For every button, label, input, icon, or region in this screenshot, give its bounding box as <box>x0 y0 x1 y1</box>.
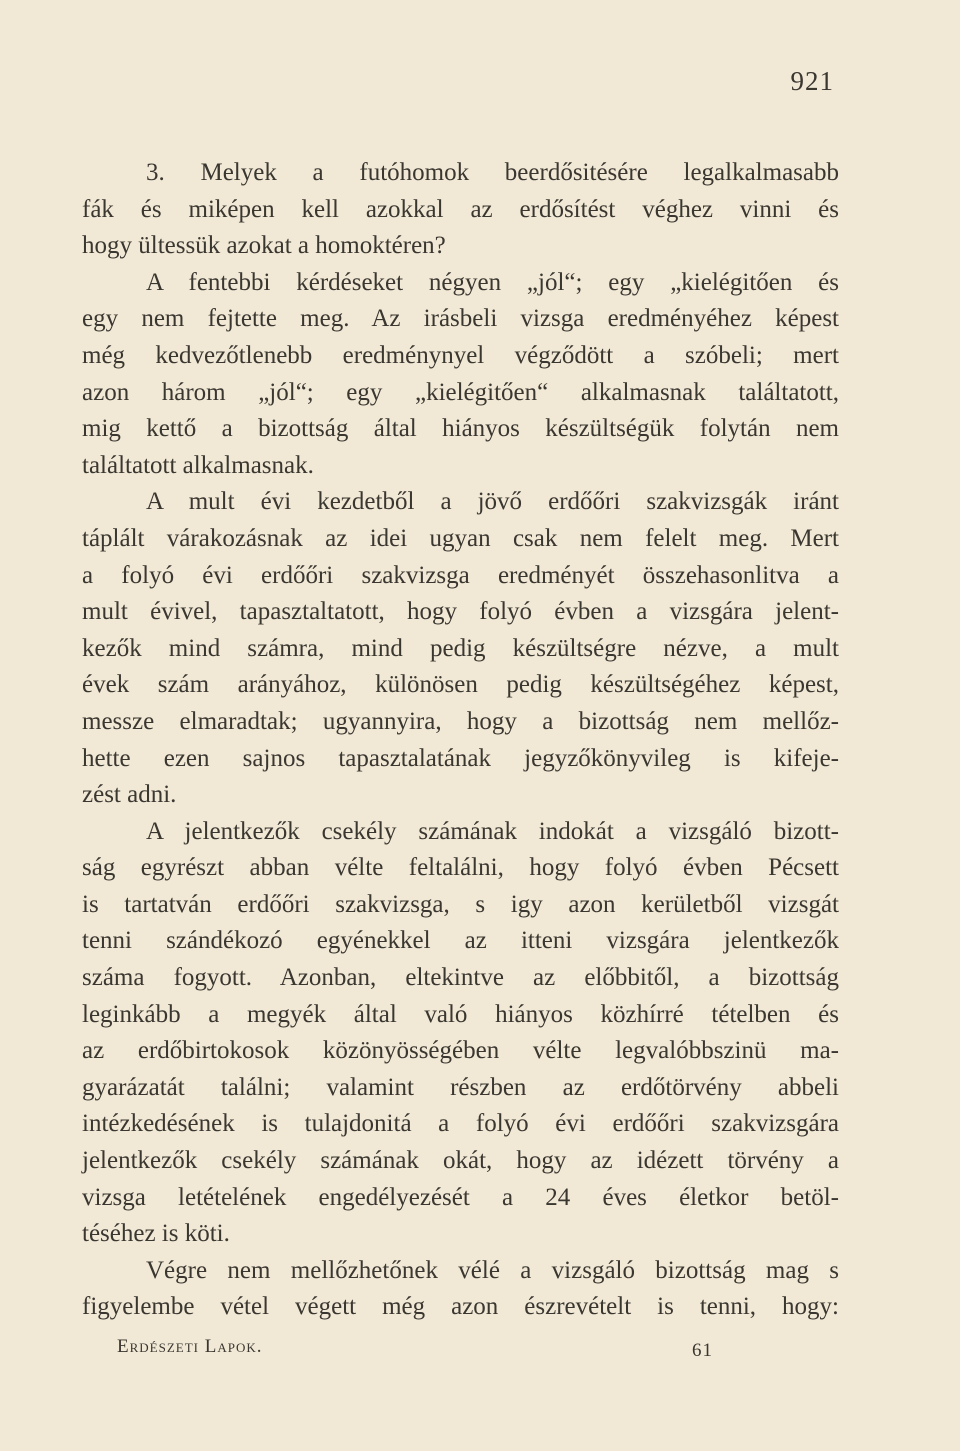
text-line: A mult évi kezdetből a jövő erdőőri szakvizsgák iránt <box>146 488 839 516</box>
text-line: évek szám arányához, különösen pedig készültségéhez képest, <box>82 671 839 699</box>
text-line: jelentkezők csekély számának okát, hogy az idézett törvény a <box>82 1147 839 1175</box>
text-line: egy nem fejtette meg. Az irásbeli vizsga eredményéhez képest <box>82 305 839 333</box>
text-line: A fentebbi kérdéseket négyen „jól“; egy „kielégitően és <box>146 268 839 296</box>
text-line: leginkább a megyék által való hiányos közhírré tételben és <box>82 1000 839 1028</box>
text-line: táplált várakozásnak az idei ugyan csak nem felelt meg. Mert <box>82 524 839 552</box>
text-line: intézkedésének is tulajdonitá a folyó évi erdőőri szakvizsgára <box>82 1110 839 1138</box>
text-line: gyarázatát találni; valamint részben az erdőtörvény abbeli <box>82 1073 839 1101</box>
text-line: az erdőbirtokosok közönyösségében vélte legvalóbbszinü ma- <box>82 1037 839 1065</box>
text-line: hette ezen sajnos tapasztalatának jegyzőkönyvileg is kifeje- <box>82 744 839 772</box>
text-line: téséhez is köti. <box>82 1220 230 1248</box>
text-line: Végre nem mellőzhetőnek vélé a vizsgáló bizottság mag s <box>146 1256 839 1284</box>
text-line: hogy ültessük azokat a homoktéren? <box>82 232 446 260</box>
text-line: ság egyrészt abban vélte feltalálni, hogy folyó évben Pécsett <box>82 854 839 882</box>
text-line: száma fogyott. Azonban, eltekintve az előbbitől, a bizottság <box>82 964 839 992</box>
text-line: is tartatván erdőőri szakvizsga, s igy azon kerületből vizsgát <box>82 890 839 918</box>
text-line: találtatott alkalmasnak. <box>82 451 314 479</box>
text-line: figyelembe vétel végett még azon észrevételt is tenni, hogy: <box>82 1293 839 1321</box>
page-number: 921 <box>790 66 834 96</box>
text-line: kezők mind számra, mind pedig készültségre nézve, a mult <box>82 634 839 662</box>
sheet-number: 61 <box>692 1340 713 1361</box>
text-line: messze elmaradtak; ugyannyira, hogy a bizottság nem mellőz- <box>82 707 839 735</box>
text-line: még kedvezőtlenebb eredménynyel végződött a szóbeli; mert <box>82 341 839 369</box>
page-footer <box>117 1336 717 1361</box>
text-line: vizsga letételének engedélyezését a 24 éves életkor betöl- <box>82 1183 839 1211</box>
text-line: zést adni. <box>82 781 177 809</box>
body-text <box>82 155 839 1326</box>
text-line: mig kettő a bizottság által hiányos készültségük folytán nem <box>82 415 839 443</box>
journal-name: Erdészeti Lapok. <box>117 1336 263 1357</box>
text-line: fák és miképen kell azokkal az erdősítést véghez vinni és <box>82 195 839 223</box>
text-line: azon három „jól“; egy „kielégitően“ alkalmasnak találtatott, <box>82 378 839 406</box>
text-line: tenni szándékozó egyénekkel az itteni vizsgára jelentkezők <box>82 927 839 955</box>
text-line: mult évivel, tapasztaltatott, hogy folyó évben a vizsgára jelent- <box>82 598 839 626</box>
text-line: 3. Melyek a futóhomok beerdősitésére legalkalmasabb <box>146 159 839 186</box>
text-line: A jelentkezők csekély számának indokát a vizsgáló bizott- <box>146 817 839 845</box>
text-line: a folyó évi erdőőri szakvizsga eredményét összehasonlitva a <box>82 561 839 589</box>
